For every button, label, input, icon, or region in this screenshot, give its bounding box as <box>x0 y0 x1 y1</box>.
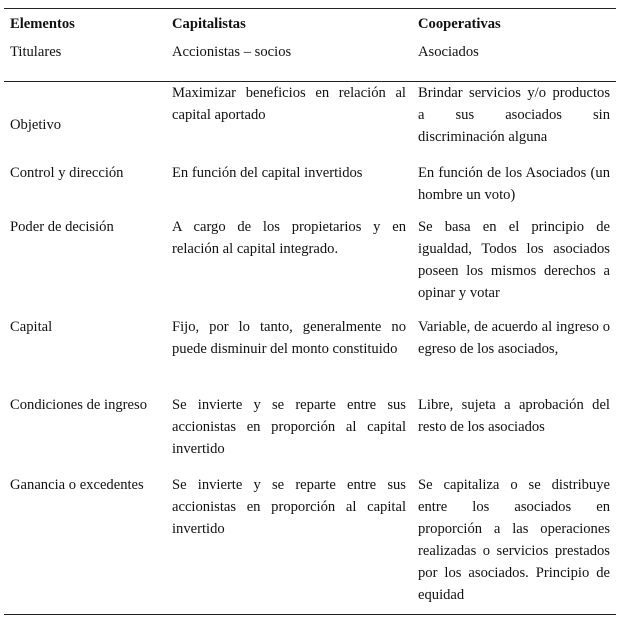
table-row-condiciones <box>4 394 616 474</box>
capitalistas-cell: Se invierte y se reparte entre sus accionistas en proporción al capital invertido <box>166 474 412 615</box>
cooperativas-cell: Variable, de acuerdo al ingreso o egreso de los asociados, <box>418 319 610 357</box>
table-row-control <box>4 158 616 216</box>
table-row-objetivo <box>4 82 616 159</box>
table-row-titulares <box>4 39 616 82</box>
element-label: Capital <box>10 319 53 335</box>
header-elementos: Elementos <box>4 9 166 40</box>
element-label: Control y dirección <box>10 165 124 181</box>
cooperativas-cell: Libre, sujeta a aprobación del resto de los asociados <box>418 397 610 435</box>
capitalistas-cell: Maximizar beneficios en relación al capital aportado <box>166 82 412 159</box>
capitalistas-cell: En función del capital invertidos <box>172 165 363 181</box>
element-label: Poder de decisión <box>10 219 114 235</box>
capitalistas-cell: Fijo, por lo tanto, generalmente no puede disminuir del monto constituido <box>172 319 406 357</box>
cooperativas-cell: Brindar servicios y/o productos a sus asociados sin discriminación alguna <box>412 82 616 159</box>
cooperativas-cell: Se basa en el principio de igualdad, Todos los asociados poseen los mismos derechos a opinar y votar <box>418 219 610 301</box>
cooperativas-cell: En función de los Asociados (un hombre un voto) <box>418 165 610 203</box>
header-capitalistas: Capitalistas <box>166 9 412 40</box>
header-cooperativas: Cooperativas <box>412 9 616 40</box>
capitalistas-cell: A cargo de los propietarios y en relación al capital integrado. <box>172 219 406 257</box>
comparison-table <box>4 8 616 615</box>
capitalistas-cell: Accionistas – socios <box>172 44 292 60</box>
cooperativas-cell: Se capitaliza o se distribuye entre los asociados en proporción a las operaciones realizadas o servicios prestados por los asociados. Principio de equidad <box>412 474 616 615</box>
element-label: Condiciones de ingreso <box>10 397 147 413</box>
element-label: Titulares <box>10 44 62 60</box>
table-row-poder <box>4 216 616 316</box>
table-row-ganancia <box>4 474 616 615</box>
element-label: Ganancia o excedentes <box>4 474 166 615</box>
capitalistas-cell: Se invierte y se reparte entre sus accionistas en proporción al capital invertido <box>172 397 406 457</box>
element-label: Objetivo <box>10 117 62 133</box>
element-label-cell <box>4 82 166 159</box>
table-row-capital <box>4 316 616 394</box>
cooperativas-cell: Asociados <box>418 44 479 60</box>
table-header-row <box>4 9 616 40</box>
